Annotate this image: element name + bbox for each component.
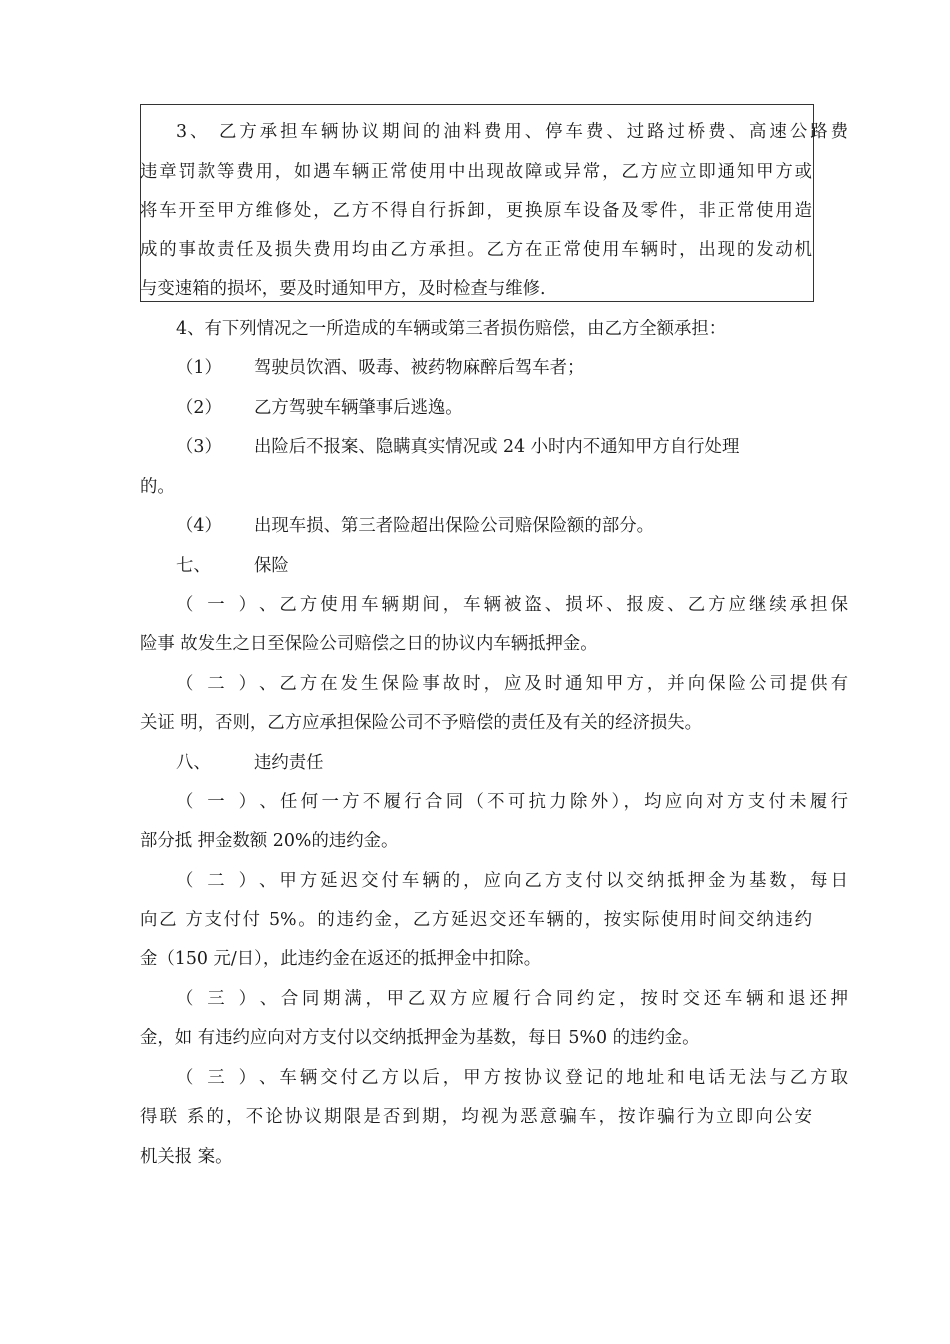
section-8-2-label: （二） bbox=[176, 871, 256, 891]
section-8-2-line-2: 向乙 方支付付 5%。的违约金，乙方延迟交还车辆的，按实际使用时间交纳违约 bbox=[140, 910, 812, 930]
item-2-text: 乙方驾驶车辆肇事后逃逸。 bbox=[254, 398, 463, 418]
item-2-label: （2） bbox=[176, 398, 222, 418]
item-4 bbox=[140, 515, 848, 539]
section-8-4-label: （三） bbox=[176, 1068, 256, 1088]
section-8-2-line-3: 金（150 元/日），此违约金在返还的抵押金中扣除。 bbox=[140, 949, 542, 969]
section-8-3-text: 、合同期满，甲乙双方应履行合同约定，按时交还车辆和退还押 bbox=[256, 989, 848, 1009]
section-8-1-line-1 bbox=[140, 791, 848, 815]
item-3-text: 出险后不报案、隐瞒真实情况或 24 小时内不通知甲方自行处理 bbox=[254, 437, 740, 457]
section-7-1-line-1 bbox=[140, 594, 848, 618]
section-8-1-text: 、任何一方不履行合同（不可抗力除外），均应向对方支付未履行 bbox=[256, 792, 848, 812]
section-8-2-text: 、甲方延迟交付车辆的，应向乙方支付以交纳抵押金为基数，每日 bbox=[256, 871, 848, 891]
section-8-1-label: （一） bbox=[176, 792, 256, 812]
clause-3-line-2: 违章罚款等费用，如遇车辆正常使用中出现故障或异常，乙方应立即通知甲方或 bbox=[140, 162, 812, 182]
item-2 bbox=[140, 397, 848, 421]
section-8-4-line-1 bbox=[140, 1067, 848, 1091]
section-7-heading bbox=[140, 555, 848, 579]
section-8-1-line-2: 部分抵 押金数额 20%的违约金。 bbox=[140, 831, 399, 851]
section-8-4-line-2: 得联 系的，不论协议期限是否到期，均视为恶意骗车，按诈骗行为立即向公安 bbox=[140, 1107, 812, 1127]
item-3-continued: 的。 bbox=[140, 477, 175, 497]
item-1-text: 驾驶员饮酒、吸毒、被药物麻醉后驾车者； bbox=[254, 358, 585, 378]
section-8-4-text: 、车辆交付乙方以后，甲方按协议登记的地址和电话无法与乙方取 bbox=[256, 1068, 848, 1088]
item-3-label: （3） bbox=[176, 437, 222, 457]
section-8-3-line-1 bbox=[140, 988, 848, 1012]
section-8-3-label: （三） bbox=[176, 989, 256, 1009]
section-7-2-line-1 bbox=[140, 673, 848, 697]
clause-4-heading: 4、有下列情况之一所造成的车辆或第三者损伤赔偿，由乙方全额承担： bbox=[176, 319, 727, 339]
section-7-number: 七、 bbox=[176, 556, 211, 576]
section-7-2-text: 、乙方在发生保险事故时，应及时通知甲方，并向保险公司提供有 bbox=[256, 674, 848, 694]
clause-3-line-4: 成的事故责任及损失费用均由乙方承担。乙方在正常使用车辆时，出现的发动机 bbox=[140, 240, 812, 260]
clause-3-line-3: 将车开至甲方维修处，乙方不得自行拆卸，更换原车设备及零件，非正常使用造 bbox=[140, 201, 812, 221]
section-7-1-line-2: 险事 故发生之日至保险公司赔偿之日的协议内车辆抵押金。 bbox=[140, 634, 598, 654]
clause-3-line-5: 与变速箱的损坏，要及时通知甲方，及时检查与维修. bbox=[140, 279, 546, 299]
section-8-title: 违约责任 bbox=[254, 753, 324, 773]
section-7-2-label: （二） bbox=[176, 674, 256, 694]
section-8-2-line-1 bbox=[140, 870, 848, 894]
section-8-3-line-2: 金，如 有违约应向对方支付以交纳抵押金为基数，每日 5%0 的违约金。 bbox=[140, 1028, 700, 1048]
section-7-2-line-2: 关证 明，否则，乙方应承担保险公司不予赔偿的责任及有关的经济损失。 bbox=[140, 713, 703, 733]
item-1 bbox=[140, 357, 848, 381]
section-7-1-label: （一） bbox=[176, 595, 256, 615]
item-4-text: 出现车损、第三者险超出保险公司赔保险额的部分。 bbox=[254, 516, 654, 536]
section-7-1-text: 、乙方使用车辆期间，车辆被盗、损坏、报废、乙方应继续承担保 bbox=[256, 595, 848, 615]
item-3 bbox=[140, 436, 848, 460]
section-8-number: 八、 bbox=[176, 753, 211, 773]
item-1-label: （1） bbox=[176, 358, 222, 378]
section-7-title: 保险 bbox=[254, 556, 289, 576]
section-8-4-line-3: 机关报 案。 bbox=[140, 1147, 233, 1167]
item-4-label: （4） bbox=[176, 516, 222, 536]
clause-3-line-1: 3、 乙方承担车辆协议期间的油料费用、停车费、过路过桥费、高速公路费 bbox=[176, 122, 848, 142]
section-8-heading bbox=[140, 752, 848, 776]
